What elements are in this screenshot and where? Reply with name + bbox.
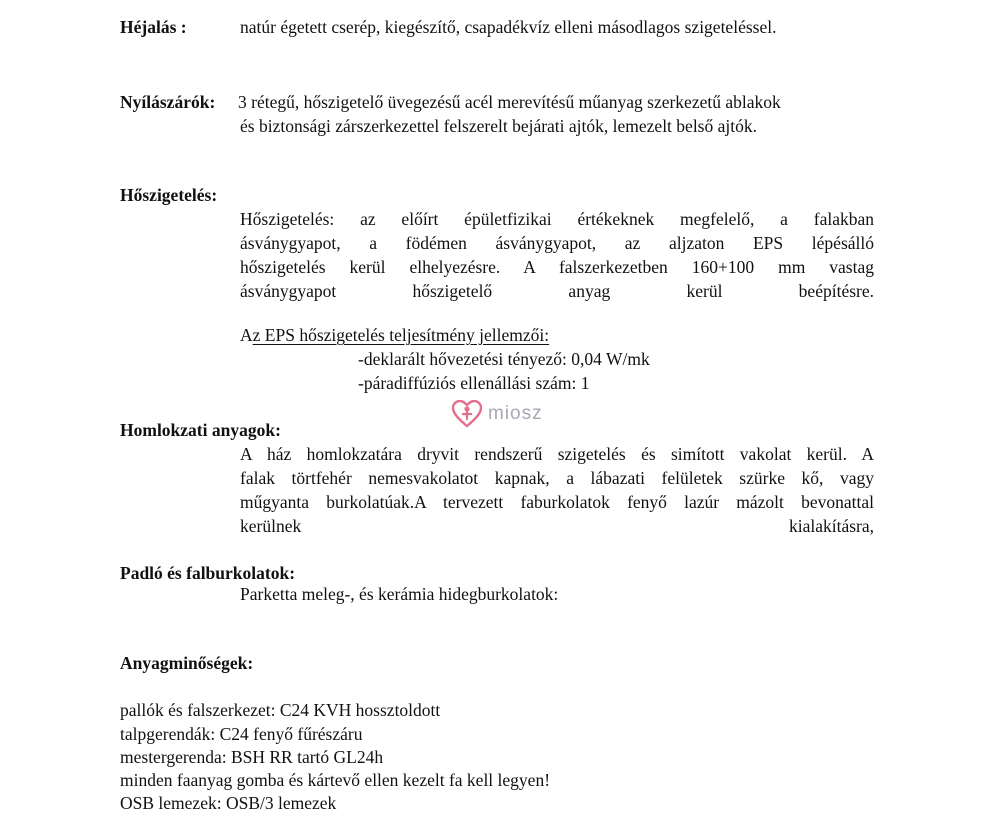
flooring-heading: Padló és falburkolatok: xyxy=(120,563,296,583)
insulation-paragraph xyxy=(240,207,874,303)
insulation-heading: Hőszigetelés: xyxy=(120,185,218,205)
materials-item: pallók és falszerkezet: C24 KVH hossztoldott xyxy=(120,700,441,720)
insulation-line: ásványgyapot, a födémen ásványgyapot, az aljzaton EPS lépésálló xyxy=(240,233,874,253)
miosz-heart-icon xyxy=(452,400,482,428)
roofing-text: natúr égetett cserép, kiegészítő, csapadékvíz elleni másodlagos szigeteléssel. xyxy=(240,17,777,37)
openings-label: Nyílászárók: xyxy=(120,92,216,112)
eps-item: -páradiffúziós ellenállási szám: 1 xyxy=(358,373,590,393)
materials-item: OSB lemezek: OSB/3 lemezek xyxy=(120,793,337,813)
insulation-line-last: ásványgyapot hőszigetelő anyag kerül beépítésre. xyxy=(240,281,874,301)
eps-heading-prefix: A xyxy=(240,325,253,345)
facade-line: műgyanta burkolatúak.A tervezett faburkolatok fenyő lazúr mázolt bevonattal xyxy=(240,492,874,512)
facade-line: falak törtfehér nemesvakolatot kapnak, a lábazati felületek szürke kő, vagy xyxy=(240,468,874,488)
openings-line-2: és biztonsági zárszerkezettel felszerelt bejárati ajtók, lemezelt belső ajtók. xyxy=(240,116,757,136)
insulation-line: hőszigetelés kerül elhelyezésre. A falszerkezetben 160+100 mm vastag xyxy=(240,257,874,277)
materials-item: talpgerendák: C24 fenyő fűrészáru xyxy=(120,724,363,744)
facade-heading: Homlokzati anyagok: xyxy=(120,420,281,440)
insulation-line: Hőszigetelés: az előírt épületfizikai értékeknek megfelelő, a falakban xyxy=(240,209,874,229)
eps-heading-text: z EPS hőszigetelés teljesítmény jellemzői: xyxy=(252,325,550,345)
openings-line-1: 3 rétegű, hőszigetelő üvegezésű acél merevítésű műanyag szerkezetű ablakok xyxy=(238,92,781,112)
facade-line-last: kerülnek kialakításra, xyxy=(240,516,874,536)
facade-line: A ház homlokzatára dryvit rendszerű szigetelés és simított vakolat kerül. A xyxy=(240,444,874,464)
watermark-logo xyxy=(452,400,543,428)
materials-item: mestergerenda: BSH RR tartó GL24h xyxy=(120,747,384,767)
materials-heading: Anyagminőségek: xyxy=(120,653,254,673)
facade-paragraph xyxy=(240,442,874,538)
flooring-text: Parketta meleg-, és kerámia hidegburkolatok: xyxy=(240,584,559,604)
roofing-label: Héjalás : xyxy=(120,17,187,37)
eps-heading xyxy=(240,323,549,347)
materials-item: minden faanyag gomba és kártevő ellen kezelt fa kell legyen! xyxy=(120,770,551,790)
eps-item: -deklarált hővezetési tényező: 0,04 W/mk xyxy=(358,349,650,369)
watermark-text: miosz xyxy=(488,403,543,424)
